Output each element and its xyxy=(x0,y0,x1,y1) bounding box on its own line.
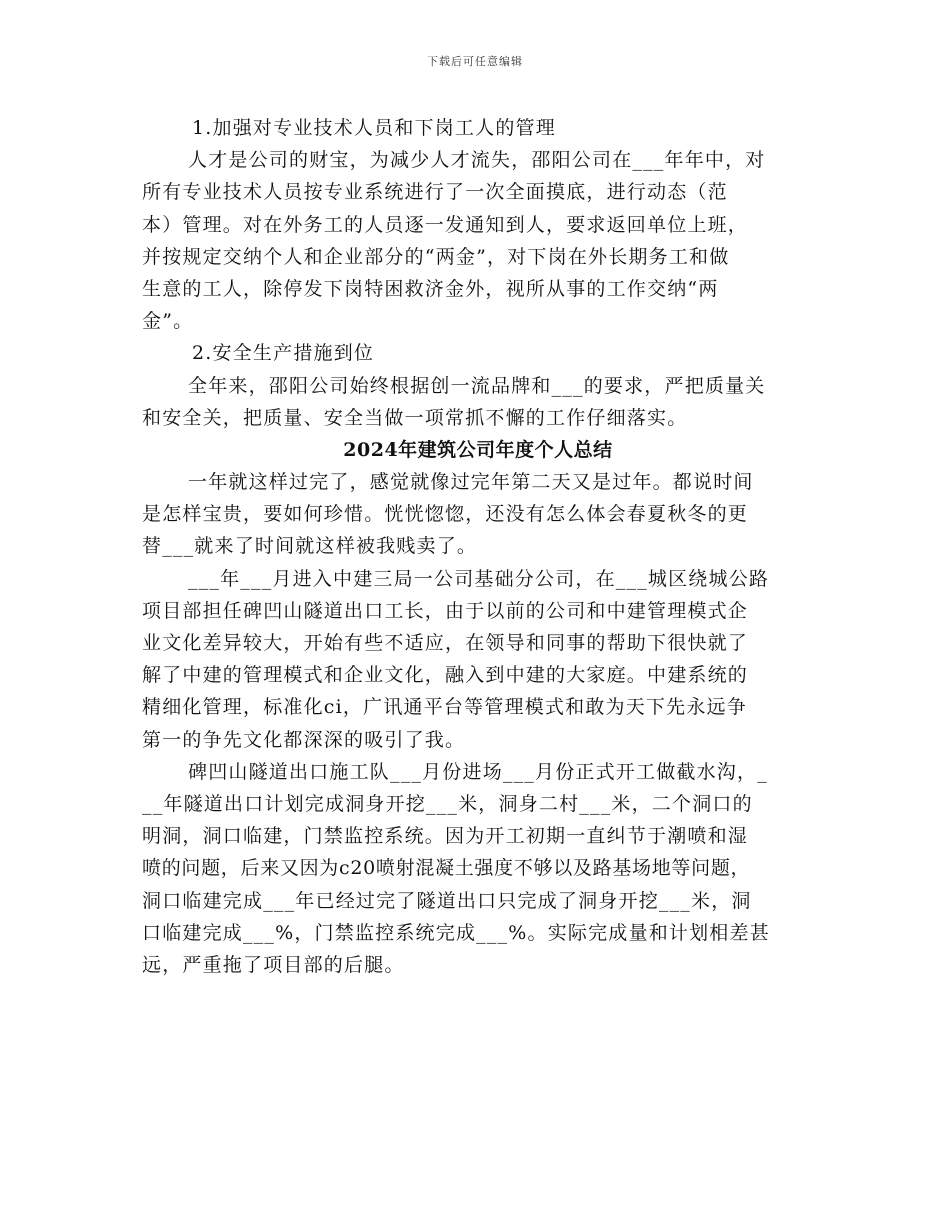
section1-heading: 1.加强对专业技术人员和下岗工人的管理 xyxy=(192,117,556,139)
section2-line-1: 全年来，邵阳公司始终根据创一流品牌和___的要求，严把质量关 xyxy=(188,374,766,397)
para3-line-3: 明洞，洞口临建，门禁监控系统。因为开工初期一直纠节于潮喷和湿 xyxy=(142,825,749,848)
para3-line-5: 洞口临建完成___年已经过完了隧道出口只完成了洞身开挖___米，洞 xyxy=(142,889,752,912)
section1-line-3: 本）管理。对在外务工的人员逐一发通知到人，要求返回单位上班， xyxy=(142,213,749,236)
para2-line-6: 第一的争先文化都深深的吸引了我。 xyxy=(142,728,466,751)
header-note: 下载后可任意编辑 xyxy=(427,55,523,68)
section2-line-2: 和安全关，把质量、安全当做一项常抓不懈的工作仔细落实。 xyxy=(142,406,688,429)
para2-line-1: ___年___月进入中建三局一公司基础分公司，在___城区绕城公路 xyxy=(188,567,770,590)
para1-line-1: 一年就这样过完了，感觉就像过完年第二天又是过年。都说时间 xyxy=(188,471,754,494)
section1-line-2: 所有专业技术人员按专业系统进行了一次全面摸底，进行动态（范 xyxy=(142,181,728,204)
section1-line-5: 生意的工人，除停发下岗特困救济金外，视所从事的工作交纳“两 xyxy=(142,277,719,300)
section2-heading: 2.安全生产措施到位 xyxy=(192,342,375,365)
section1-line-4: 并按规定交纳个人和企业部分的“两金”，对下岗在外长期务工和做 xyxy=(142,245,730,268)
para2-line-3: 业文化差异较大，开始有些不适应，在领导和同事的帮助下很快就了 xyxy=(142,632,749,654)
document-title: 2024年建筑公司年度个人总结 xyxy=(343,438,613,461)
para2-line-2: 项目部担任碑凹山隧道出口工长，由于以前的公司和中建管理模式企 xyxy=(142,599,749,622)
para3-line-7: 远，严重拖了项目部的后腿。 xyxy=(142,953,405,976)
para2-line-5: 精细化管理，标准化ci，广讯通平台等管理模式和敢为天下先永远争 xyxy=(142,696,747,719)
section1-line-1: 人才是公司的财宝，为减少人才流失，邵阳公司在___年年中，对 xyxy=(188,149,766,172)
para2-line-4: 解了中建的管理模式和企业文化，融入到中建的大家庭。中建系统的 xyxy=(142,664,749,687)
document-body xyxy=(142,112,814,981)
para3-line-6: 口临建完成___%，门禁监控系统完成___%。实际完成量和计划相差甚 xyxy=(142,921,770,944)
para3-line-4: 喷的问题，后来又因为c20喷射混凝土强度不够以及路基场地等问题， xyxy=(142,857,751,880)
para3-line-1: 碑凹山隧道出口施工队___月份进场___月份正式开工做截水沟，_ xyxy=(188,760,768,783)
para1-line-3: 替___就来了时间就这样被我贱卖了。 xyxy=(142,535,478,558)
para3-line-2: __年隧道出口计划完成洞身开挖___米，洞身二村___米，二个洞口的 xyxy=(142,792,753,815)
section1-line-6: 金”。 xyxy=(142,310,194,333)
para1-line-2: 是怎样宝贵，要如何珍惜。恍恍惚惚，还没有怎么体会春夏秋冬的更 xyxy=(142,503,749,526)
